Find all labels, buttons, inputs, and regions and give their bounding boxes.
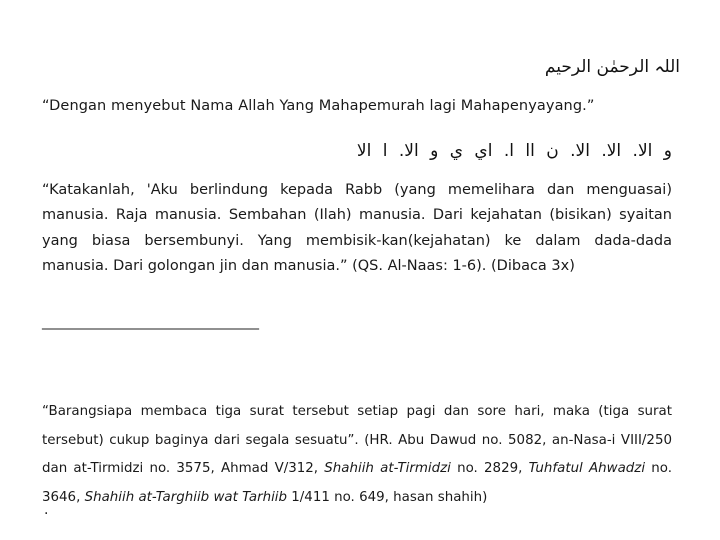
hadith-text-2: no. 2829,	[450, 461, 529, 476]
arabic-basmalah: اللہ الرحمٰن الرحیم	[544, 57, 680, 77]
separator-line: _______________________________	[42, 314, 259, 330]
hadith-text-4: 1/411 no. 649, hasan shahih)	[287, 489, 488, 505]
hadith-source-3: Shahiih at-Targhiib wat Tarhiib	[84, 489, 288, 505]
hadith-text-3: no. 3646,	[42, 461, 672, 505]
surah-translation: “Katakanlah, 'Aku berlindung kepada Rabb (yang memelihara dan menguasai) manusia. Raja manusia. Sembahan (Ilah) manusia. Dari kejahatan (bisikan) syaitan yang biasa bersembunyi. Yang membisik-kan(kejahatan) ke dalam dada-dada manusia. Dari golongan jin dan manusia.” (QS. Al-Naas: 1-6). (Dibaca 3x)	[42, 182, 672, 274]
basmalah-translation: “Dengan menyebut Nama Allah Yang Mahapemurah lagi Mahapenyayang.”	[42, 98, 595, 114]
arabic-verse: و الا. الا. الا. ن اا ا. اي ي و الا. ا الا	[356, 141, 672, 161]
trailing-dot: .	[44, 502, 49, 518]
hadith-text-1: “Barangsiapa membaca tiga surat tersebut setiap pagi dan sore hari, maka (tiga surat tersebut) cukup baginya dari segala sesuatu”. (HR. Abu Dawud no. 5082, an-Nasa-i VIII/250 dan at-Tirmidzi no. 3575, Ahmad V/312,	[42, 404, 672, 476]
hadith-source-2: Tuhfatul Ahwadzi	[528, 461, 646, 476]
hadith-source-1: Shahiih at-Tirmidzi	[324, 461, 451, 476]
hadith-note	[42, 398, 672, 512]
